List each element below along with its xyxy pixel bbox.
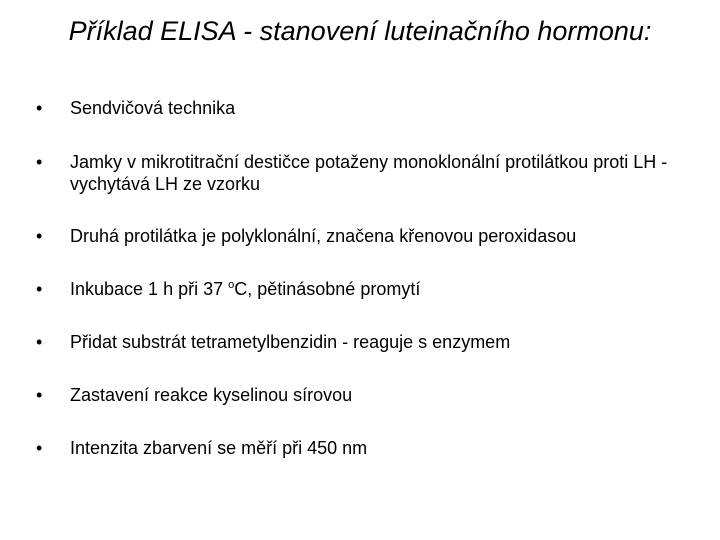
bullet-text: Zastavení reakce kyselinou sírovou xyxy=(70,385,353,405)
slide-title: Příklad ELISA - stanovení luteinačního hormonu: xyxy=(68,16,652,46)
bullet-text: Sendvičová technika xyxy=(70,98,236,118)
bullet-text: Druhá protilátka je polyklonální, značena křenovou peroxidasou xyxy=(70,226,577,246)
degree-superscript: o xyxy=(228,279,235,291)
bullet-text xyxy=(70,278,690,300)
bullet-text: Intenzita zbarvení se měří při 450 nm xyxy=(70,438,368,458)
bullet-dot-icon: • xyxy=(36,438,43,458)
bullet-text-part: Inkubace 1 h při 37 xyxy=(70,279,229,299)
bullet-dot-icon: • xyxy=(36,385,43,405)
bullet-text: Přidat substrát tetrametylbenzidin - reaguje s enzymem xyxy=(70,332,511,352)
bullet-dot-icon: • xyxy=(36,226,43,246)
bullet-text: Jamky v mikrotitrační destičce potaženy monoklonální protilátkou proti LH - vychytává LH ze vzorku xyxy=(70,152,668,194)
bullet-text-part: C, pětinásobné promytí xyxy=(234,279,421,299)
bullet-dot-icon: • xyxy=(36,98,43,118)
bullet-dot-icon: • xyxy=(36,279,43,299)
bullet-dot-icon: • xyxy=(36,332,43,352)
bullet-dot-icon: • xyxy=(36,152,43,172)
